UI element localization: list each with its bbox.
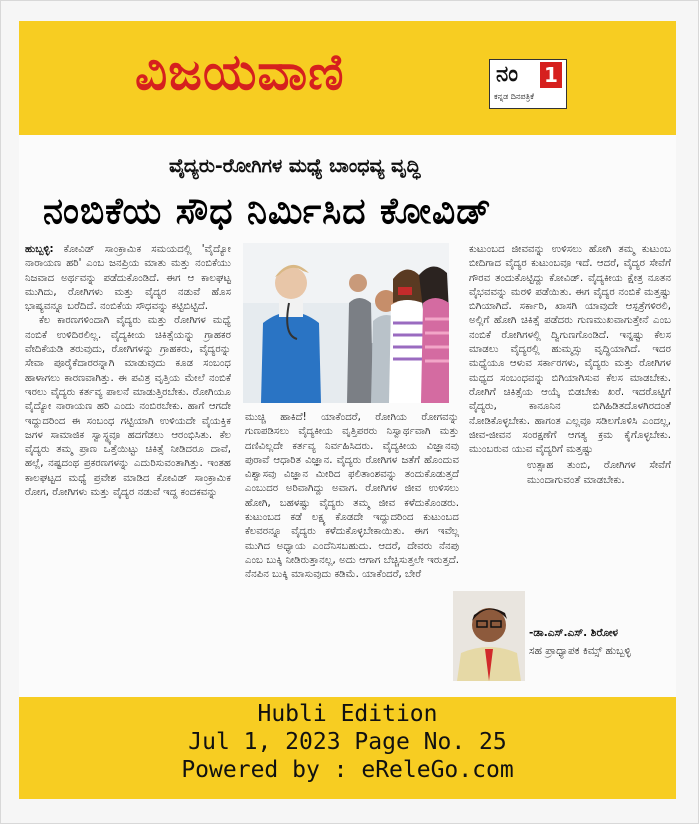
- article-paragraph: ಕೆಲ ಕಾರಣಗಳಿಂದಾಗಿ ವೈದ್ಯರು ಮತ್ತು ರೋಗಿಗಳ ಮಧ್ಯೆ ನಂಬಿಕೆ ಉಳಿದಿರಲಿಲ್ಲ. ವೈದ್ಯಕೀಯ ಚಿಕಿತ್ಸೆಯನ್ನು ಗ್ರಾಹಕರ ವೇದಿಕೆಯಡಿ ತರುವುದು, ರೋಗಿಗಳನ್ನು ಗ್ರಾಹಕರು, ವೈದ್ಯರನ್ನು ಸೇವಾ ಪೂರೈಕೆದಾರರನ್ನಾಗಿ ಮಾಡುವುದು ಕೂಡ ಸಂಬಂಧ ಹಾಳಾಗಲು ಕಾರಣವಾಗಿತ್ತು. ಈ ಪವಿತ್ರ ವೃತ್ತಿಯ ಮೇಲೆ ನಂಬಿಕೆ ಇರಲು ವೈದ್ಯರು ಕರ್ತವ್ಯ ಪಾಲನೆ ಮಾಡುತ್ತಿರಬೇಕು. ರೋಗಿಯೂ ವೈದ್ಯೋ ನಾರಾಯಣ ಹರಿ ಎಂದು ನಂಬಿರಬೇಕು. ಹಾಗೆ ಆಗದೇ ಇದ್ದುದರಿಂದ ಈ ಸಂಬಂಧ ಗಟ್ಟಿಯಾಗಿ ಉಳಿಯದೇ ವೈಯಕ್ತಿಕ ಜಗಳ ಸಾಮಾಜಿಕ ಸ್ವಾಸ್ಥ್ಯವೂ ಹದಗೆಡಲು ಆರಂಭಿಸಿತು. ಕೆಲ ವೈದ್ಯರು ತಮ್ಮ ಪ್ರಾಣ ಒತ್ತೆಯಿಟ್ಟು ಚಿಕಿತ್ಸೆ ನೀಡಿದರೂ ದಾವೆ, ಹಲ್ಲೆ, ನಷ್ಟದಂಥ ಪ್ರಕರಣಗಳನ್ನು ಎದುರಿಸುವಂತಾಗಿತ್ತು. ಇಂತಹ ಕಾಲಘಟ್ಟದ ಮಧ್ಯೆ ಪ್ರವೇಶ ಮಾಡಿದ ಕೋವಿಡ್ ಸಾಂಕ್ರಾಮಿಕ ರೋಗ, ರೋಗಿಗಳು ಮತ್ತು ವೈದ್ಯರ ನಡುವೆ ಇದ್ದ ಕಂದಕವನ್ನು: [25, 315, 231, 499]
- edition-footer: [19, 697, 676, 799]
- badge-one-box: 1: [540, 62, 562, 88]
- article-headline: ನಂಬಿಕೆಯ ಸೌಧ ನಿರ್ಮಿಸಿದ ಕೋವಿಡ್: [43, 191, 492, 232]
- photo-illustration: [243, 243, 449, 403]
- edition-date-page: Jul 1, 2023 Page No. 25: [188, 729, 507, 755]
- news-article: [19, 135, 676, 697]
- badge-number-text: ನಂ: [496, 62, 518, 87]
- article-column-3: [469, 243, 671, 488]
- author-name: -ಡಾ.ಎಸ್.ಎಸ್. ಶಿರೋಳ: [529, 627, 618, 639]
- article-column-1: [25, 243, 231, 500]
- masthead-banner: [19, 21, 676, 135]
- author-designation: ಸಹ ಪ್ರಾಧ್ಯಾಪಕ ಕಿಮ್ಸ್ ಹುಬ್ಬಳ್ಳಿ: [529, 645, 631, 657]
- paragraph-text: ಕೋವಿಡ್ ಸಾಂಕ್ರಾಮಿಕ ಸಮಯದಲ್ಲಿ 'ವೈದ್ಯೋ ನಾರಾಯಣ ಹರಿ' ಎಂಬ ಜನಪ್ರಿಯ ಮಾತು ಮತ್ತು ನಂಬಿಕೆಯು ನಿಜವಾದ ಅರ್ಥವನ್ನು ಪಡೆದುಕೊಂಡಿದೆ. ಈಗ ಆ ಕಾಲಘಟ್ಟ ಮುಗಿದು, ರೋಗಿಗಳು ಮತ್ತು ವೈದ್ಯರ ನಡುವೆ ಹೊಸ ಭಾಷ್ಯವನ್ನೂ ಬರೆದಿದೆ. ನಂಬಿಕೆಯ ಸೌಧವನ್ನು ಕಟ್ಟಿಬಿಟ್ಟಿದೆ.: [25, 244, 231, 313]
- edition-name: Hubli Edition: [257, 701, 438, 727]
- newspaper-name: ವಿಜಯವಾಣಿ: [135, 43, 345, 101]
- article-paragraph: ಉತ್ಸಾಹ ತುಂಬಿ, ರೋಗಿಗಳ ಸೇವೆಗೆ ಮುಂದಾಗುವಂತೆ ಮಾಡಬೇಕು.: [527, 460, 671, 486]
- author-photo: [453, 591, 525, 681]
- number-one-badge: [489, 59, 567, 109]
- author-portrait: [453, 591, 525, 681]
- powered-by-text: Powered by : eReleGo.com: [181, 757, 514, 783]
- article-photo-doctor-patients: [243, 243, 449, 403]
- dateline: ಹುಬ್ಬಳ್ಳಿ:: [25, 244, 54, 255]
- article-paragraph: ಕುಟುಂಬದ ಜೀವವನ್ನು ಉಳಿಸಲು ಹೋಗಿ ತಮ್ಮ ಕುಟುಂಬ ಬೀದಿಗಾದ ವೈದ್ಯರ ಕುಟುಂಬವೂ ಇದೆ. ಆದರೆ, ವೈದ್ಯರ ಸೇವೆಗೆ ಗೌರವ ತಂದುಕೊಟ್ಟಿದ್ದು ಕೋವಿಡ್. ವೈದ್ಯಕೀಯ ಕ್ಷೇತ್ರ ನೂತನ ವೈಭವವನ್ನು ಮರಳಿ ಪಡೆಯಿತು. ಈಗ ವೈದ್ಯರ ನಂಬಿಕೆ ಮತ್ತಷ್ಟು ಬಿಗಿಯಾಗಿದೆ. ಸರ್ಕಾರಿ, ಖಾಸಗಿ ಯಾವುದೇ ಆಸ್ಪತ್ರೆಗಳಿರಲಿ, ಅಲ್ಲಿಗೆ ಹೋಗಿ ಚಿಕಿತ್ಸೆ ಪಡೆದರು ಗುಣಮುಖವಾಗುತ್ತೇನೆ ಎಂಬ ನಂಬಿಕೆ ರೋಗಿಗಳಲ್ಲಿ ದ್ವಿಗುಣಗೊಂಡಿದೆ. ಇನ್ನಷ್ಟು ಕೆಲಸ ಮಾಡಲು ವೈದ್ಯರಲ್ಲಿ ಹುಮ್ಮಸ್ಸು ವೃದ್ಧಿಯಾಗಿದೆ. ಇದರ ಮಧ್ಯೆಯೂ ಆಳುವ ಸರ್ಕಾರಗಳು, ವೈದ್ಯರು ಮತ್ತು ರೋಗಿಗಳ ಮಧ್ಯದ ಸಂಬಂಧವನ್ನು ಬಿಗಿಯಾಗಿಸುವ ಕೆಲಸ ಮಾಡಬೇಕು. ರೋಗಿಗೆ ಚಿಕಿತ್ಸೆಯ ಆಯ್ಕೆ ಬಿಡಬೇಕು ಖರೆ. ಇದರೊಟ್ಟಿಗೆ ವೈದ್ಯರು, ಕಾನೂನಿನ ಬಿಗಿಹಿಡಿತದೊಳಗಿರದಂತೆ ನೋಡಿಕೊಳ್ಳಬೇಕು. ಹಾಗಂತ ಎಲ್ಲವೂ ಸಡಿಲಗೊಳಿಸಿ ಎಂದಲ್ಲ, ಜೀವ-ಜೀವನ ಸಂರಕ್ಷಣೆಗೆ ಆಗತ್ಯ ಕ್ರಮ ಕೈಗೊಳ್ಳಬೇಕು. ಮುಂಬರುವ ಯುವ ವೈದ್ಯರಿಗೆ ಮತ್ತಷ್ಟು: [469, 244, 671, 456]
- article-paragraph: ಮುಚ್ಚಿ ಹಾಕಿದೆ! ಯಾಕೆಂದರೆ, ರೋಗಿಯ ರೋಗವನ್ನು ಗುಣಪಡಿಸಲು ವೈದ್ಯಕೀಯ ವೃತ್ತಿಪರರು ನಿಸ್ವಾರ್ಥವಾಗಿ ಮತ್ತು ದಣಿವಿಲ್ಲದೇ ಕರ್ತವ್ಯ ನಿರ್ವಹಿಸಿದರು. ವೈದ್ಯಕೀಯ ವಿಜ್ಞಾನವು ಪುರಾವೆ ಆಧಾರಿತ ವಿಜ್ಞಾನ. ವೈದ್ಯರು ರೋಗಿಗಳ ಜತೆಗೆ ಹೊಂದುವ ವಿಶ್ವಾಸವು ವಿಜ್ಞಾನ ಮೀರಿದ ಫಲಿತಾಂಶವನ್ನು ತಂದುಕೊಡುತ್ತದೆ ಎಂಬುದರ ಅರಿವಾಗಿದ್ದು ಅವಾಗ. ರೋಗಿಗಳ ಜೀವ ಉಳಿಸಲು ಹೋಗಿ, ಬಹಳಷ್ಟು ವೈದ್ಯರು ತಮ್ಮ ಜೀವ ಕಳೆದುಕೊಂಡರು. ಕುಟುಂಬದ ಕಡೆ ಲಕ್ಷ್ಯ ಕೊಡದೇ ಇದ್ದುದರಿಂದ ಕುಟುಂಬದ ಕೆಲವರನ್ನೂ ವೈದ್ಯರು ಕಳೆದುಕೊಳ್ಳಬೇಕಾಯಿತು. ಈಗ ಇವೆಲ್ಲ ಮುಗಿದ ಅಧ್ಯಾಯ ಎಂದೆನಿಸಬಹುದು. ಆದರೆ, ದೇವರು ನೆನಪು ಎಂಬ ಬುಕ್ಕಿ ನೀಡಿರುತ್ತಾನಲ್ಲ, ಅದು ಆಗಾಗ ಬೆಚ್ಚಿಸುತ್ತಲೇ ಇರುತ್ತದೆ. ನೆನಪಿನ ಬುಕ್ಕಿ ಮಾಸುವುದು ಕಡಿಮೆ. ಯಾಕೆಂದರೆ, ಬೇರೆ: [245, 412, 459, 581]
- article-column-2: [245, 411, 459, 583]
- article-paragraph: [25, 243, 231, 314]
- badge-tagline: ಕನ್ನಡ ದಿನಪತ್ರಿಕೆ: [494, 92, 535, 101]
- article-kicker: ವೈದ್ಯರು-ರೋಗಿಗಳ ಮಧ್ಯೆ ಬಾಂಧವ್ಯ ವೃದ್ಧಿ: [169, 155, 421, 177]
